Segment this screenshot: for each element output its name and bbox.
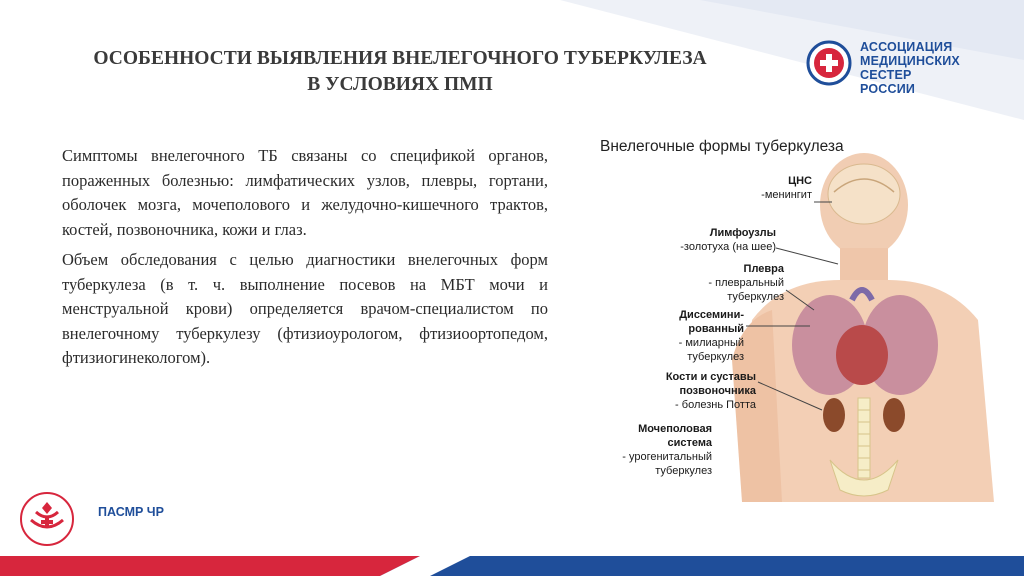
org-name-line2: МЕДИЦИНСКИХ СЕСТЕР [860, 54, 960, 82]
label-bones-joints: Кости и суставы позвоночника - болезнь Потта [665, 371, 756, 411]
pasmr-brand-text: ПАСМР ЧР [98, 505, 164, 519]
association-emblem-icon [806, 40, 852, 86]
label-disseminated: Диссемини- рованный - милиарный туберкулез [678, 309, 744, 363]
paragraph-symptoms: Симптомы внелегочного ТБ связаны со спецификой органов, пораженных болезнью: лимфатических узлов, плевры, гортани, оболочек мозга, мочеполового и желудочно-кишечного трактов, костей, позвоночника, кожи и глаз. [62, 146, 548, 239]
association-logo [806, 36, 1006, 96]
paragraph-examination: Объем обследования с целью диагностики внелегочных форм туберкулеза (в т. ч. выполнение посевов на МБТ мочи и менструальной крови) определяется врачом-специалистом по внелегочному туберкулезу (фтизиоурологом, фтизиоортопедом, фтизиогинекологом). [62, 250, 548, 367]
figure-title: Внелегочные формы туберкулеза [600, 138, 844, 155]
label-pleura: Плевра - плевральный туберкулез [708, 263, 784, 303]
page-title: ОСОБЕННОСТИ ВЫЯВЛЕНИЯ ВНЕЛЕГОЧНОГО ТУБЕРКУЛЕЗА В УСЛОВИЯХ ПМП [93, 48, 707, 95]
org-name-line3: РОССИИ [860, 82, 916, 96]
org-name-line1: АССОЦИАЦИЯ [860, 40, 953, 54]
pasmr-emblem-icon [16, 488, 78, 550]
bottom-decorative-bar [0, 556, 1024, 576]
body-text [62, 144, 548, 377]
label-urogenital: Мочеполовая система - урогенитальный туберкулез [622, 423, 712, 477]
pasmr-logo [16, 488, 186, 552]
label-cns: ЦНС -менингит [761, 175, 812, 201]
label-lymph-nodes: Лимфоузлы -золотуха (на шее) [680, 227, 776, 253]
tb-forms-figure [582, 130, 994, 502]
